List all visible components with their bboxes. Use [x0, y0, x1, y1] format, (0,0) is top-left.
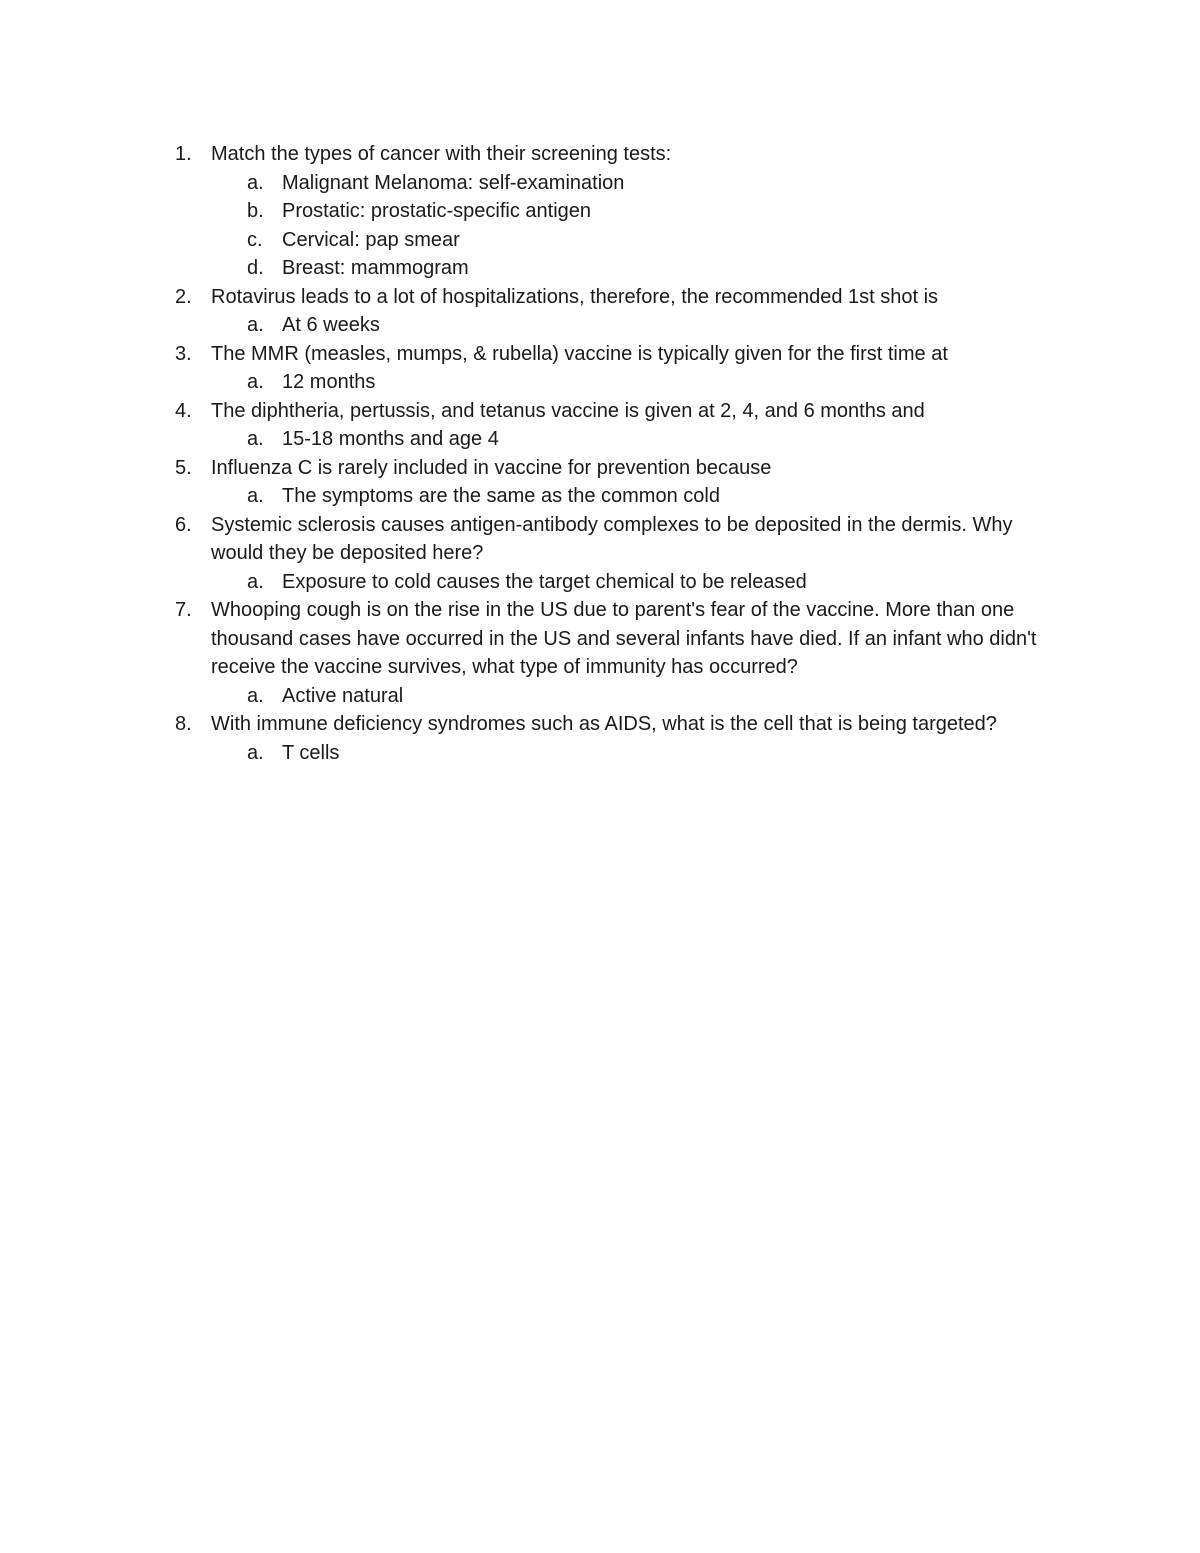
answer-list [211, 482, 1051, 511]
answer-list [211, 739, 1051, 768]
question-text: The MMR (measles, mumps, & rubella) vaccine is typically given for the first time at [211, 342, 948, 365]
question-number: 2. [175, 285, 192, 308]
question-number: 6. [175, 513, 192, 536]
question-text: Whooping cough is on the rise in the US due to parent's fear of the vaccine. More than one thousand cases have occurred in the US and several infants have died. If an infant who didn't receive the vaccine survives, what type of immunity has occurred? [211, 599, 1037, 678]
answer-letter: a. [247, 741, 264, 764]
answer-text: Active natural [282, 684, 404, 707]
answer-letter: a. [247, 371, 264, 393]
answer-list [211, 368, 1051, 397]
question-number: 5. [175, 456, 192, 479]
answer-item [211, 254, 1051, 283]
question-item-5 [0, 454, 1051, 511]
answer-item [211, 682, 1051, 711]
answer-text: Breast: mammogram [282, 257, 469, 279]
answer-list [211, 568, 1051, 597]
answer-item [211, 226, 1051, 255]
question-text: Match the types of cancer with their screening tests: [211, 143, 672, 165]
answer-text: Cervical: pap smear [282, 228, 460, 251]
answer-letter: c. [247, 228, 263, 251]
question-number: 7. [175, 599, 192, 621]
question-item-8 [0, 710, 1051, 767]
question-number: 8. [175, 713, 192, 735]
question-item-2 [0, 283, 1051, 340]
question-item-6 [0, 511, 1051, 597]
answer-text: At 6 weeks [282, 314, 380, 336]
answer-item [211, 739, 1051, 768]
question-text: Systemic sclerosis causes antigen-antibody complexes to be deposited in the dermis. Why would they be deposited here? [211, 513, 1013, 564]
answer-letter: a. [247, 570, 264, 593]
answer-item [211, 368, 1051, 397]
answer-letter: b. [247, 200, 264, 222]
answer-list [211, 425, 1051, 454]
question-number: 3. [175, 342, 192, 365]
answer-item [211, 568, 1051, 597]
answer-text: Prostatic: prostatic-specific antigen [282, 200, 592, 222]
question-text: Rotavirus leads to a lot of hospitalizations, therefore, the recommended 1st shot is [211, 285, 939, 308]
answer-text: Exposure to cold causes the target chemical to be released [282, 570, 807, 593]
answer-list [211, 311, 1051, 340]
answer-text: 15-18 months and age 4 [282, 428, 499, 450]
question-text: The diphtheria, pertussis, and tetanus vaccine is given at 2, 4, and 6 months and [211, 399, 925, 422]
question-list [0, 140, 1200, 767]
answer-item [211, 197, 1051, 226]
answer-item [211, 482, 1051, 511]
question-text: With immune deficiency syndromes such as AIDS, what is the cell that is being targeted? [211, 713, 997, 735]
answer-letter: a. [247, 314, 264, 336]
answer-letter: a. [247, 684, 264, 707]
question-item-4 [0, 397, 1051, 454]
answer-letter: d. [247, 257, 264, 279]
question-number: 4. [175, 399, 192, 422]
answer-list [211, 682, 1051, 711]
answer-letter: a. [247, 485, 264, 507]
answer-letter: a. [247, 171, 264, 194]
answer-text: The symptoms are the same as the common cold [282, 485, 720, 507]
question-item-3 [0, 340, 1051, 397]
question-item-7 [0, 596, 1051, 710]
question-number: 1. [175, 143, 192, 165]
answer-text: Malignant Melanoma: self-examination [282, 171, 625, 194]
answer-list [211, 169, 1051, 283]
question-item-1 [0, 140, 1051, 283]
answer-item [211, 169, 1051, 198]
answer-text: 12 months [282, 371, 376, 393]
answer-item [211, 425, 1051, 454]
answer-letter: a. [247, 428, 264, 450]
question-text: Influenza C is rarely included in vaccine for prevention because [211, 456, 772, 479]
answer-text: T cells [282, 741, 340, 764]
answer-item [211, 311, 1051, 340]
